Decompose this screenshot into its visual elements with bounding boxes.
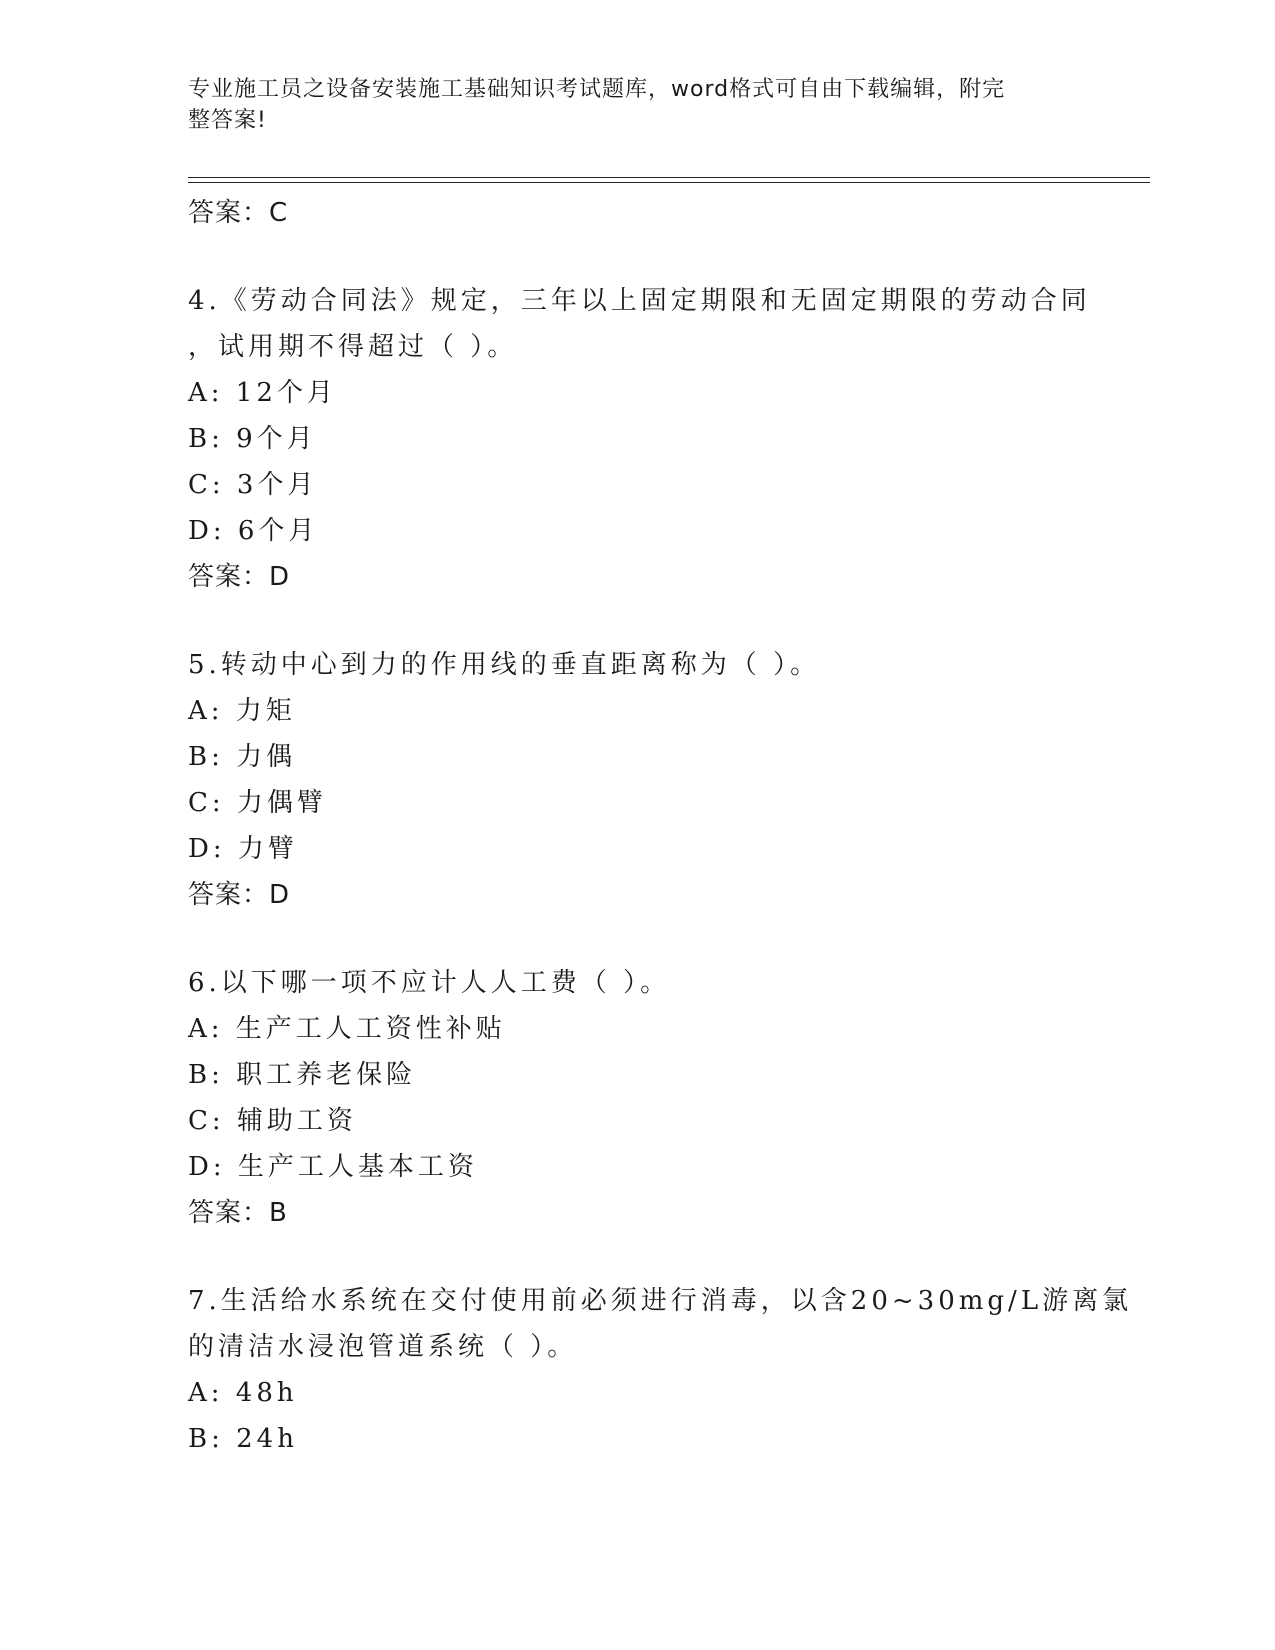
option-a: A: 力矩 (188, 696, 296, 726)
answer-q5: 答案：D (188, 880, 291, 910)
question-stem: 7.生活给水系统在交付使用前必须进行消毒，以含20~30mg/L游离氯 (188, 1286, 1133, 1316)
header-divider-bottom (188, 182, 1150, 183)
question-stem-cont: ，试用期不得超过（ ）。 (188, 332, 518, 362)
question-stem: 5.转动中心到力的作用线的垂直距离称为（ ）。 (188, 650, 821, 680)
option-a: A: 48h (188, 1378, 298, 1408)
question-list (188, 190, 1133, 1462)
option-b: B: 力偶 (188, 742, 297, 772)
option-b: B: 9个月 (188, 424, 317, 454)
option-c: C: 辅助工资 (188, 1106, 357, 1136)
option-d: D: 力臂 (188, 834, 298, 864)
option-c: C: 力偶臂 (188, 788, 327, 818)
header-line-1: 专业施工员之设备安装施工基础知识考试题库，word格式可自由下载编辑，附完 (188, 77, 1006, 102)
spacer (188, 600, 1088, 642)
option-a: A: 12个月 (188, 378, 337, 408)
question-stem: 6.以下哪一项不应计人人工费（ ）。 (188, 968, 671, 998)
question-5 (188, 642, 1088, 918)
option-b: B: 职工养老保险 (188, 1060, 417, 1090)
answer-q3: 答案：C (188, 198, 289, 228)
option-c: C: 3个月 (188, 470, 318, 500)
header-divider-top (188, 177, 1150, 178)
option-a: A: 生产工人工资性补贴 (188, 1014, 506, 1044)
option-d: D: 6个月 (188, 516, 319, 546)
question-4 (188, 278, 1091, 600)
spacer (188, 236, 1088, 278)
question-stem-cont: 的清洁水浸泡管道系统（ ）。 (188, 1332, 578, 1362)
document-header (188, 74, 1068, 136)
header-line-2: 整答案! (188, 108, 267, 133)
question-7 (188, 1278, 1133, 1462)
answer-q4: 答案：D (188, 562, 291, 592)
question-stem: 4.《劳动合同法》规定，三年以上固定期限和无固定期限的劳动合同 (188, 286, 1091, 316)
option-b: B: 24h (188, 1424, 298, 1454)
spacer (188, 918, 1088, 960)
question-6 (188, 960, 1088, 1236)
spacer (188, 1236, 1088, 1278)
option-d: D: 生产工人基本工资 (188, 1152, 478, 1182)
answer-q6: 答案：B (188, 1198, 288, 1228)
